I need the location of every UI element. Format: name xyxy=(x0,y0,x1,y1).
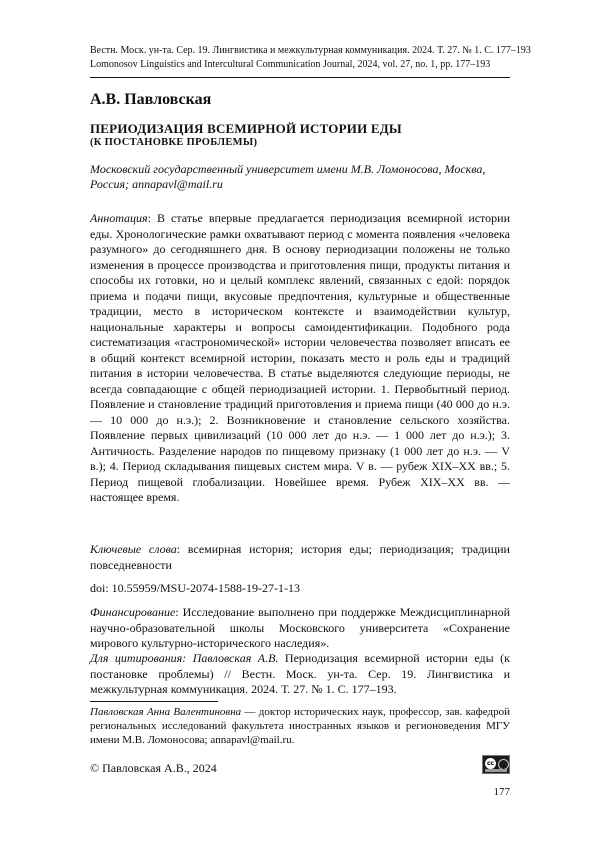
funding-text: : Исследование выполнено при поддержке Междисциплинарной научно-образовательной школы Московского университета «Сохранение мирового культурно-исторического наследия». xyxy=(90,605,510,650)
citation-label: Для цитирования xyxy=(90,651,183,665)
cc-by-license-icon xyxy=(482,755,510,774)
page-number: 177 xyxy=(493,786,510,798)
author-bio-name: Павловская Анна Валентиновна xyxy=(90,706,242,718)
citation-text: Периодизация всемирной истории еды (к постановке проблемы) // Вестн. Моск. ун-та. Сер. 19. Лингвистика и межкультурная коммуникация. 2024. Т. 27. № 1. С. 177–193. xyxy=(90,651,510,696)
copyright: © Павловская А.В., 2024 xyxy=(90,761,217,775)
footnote-divider xyxy=(90,701,218,702)
keywords-text: : всемирная история; история еды; периодизация; традиции повседневности xyxy=(90,542,510,572)
cc-circle-icon: cc xyxy=(486,760,495,767)
author-name: А.В. Павловская xyxy=(90,91,212,108)
journal-header-en: Lomonosov Linguistics and Intercultural Communication Journal, 2024, vol. 27, no. 1, pp. 177–193 xyxy=(90,58,491,70)
keywords-label: Ключевые слова xyxy=(90,542,177,556)
abstract xyxy=(90,211,510,506)
author-bio-text: — доктор исторических наук, профессор, зав. кафедрой региональных исследований факультета иностранных языков и регионоведения МГУ имени М.В. Ломоносова; annapavl@mail.ru. xyxy=(90,706,510,746)
article-subtitle: (К ПОСТАНОВКЕ ПРОБЛЕМЫ) xyxy=(90,137,258,148)
article-title: ПЕРИОДИЗАЦИЯ ВСЕМИРНОЙ ИСТОРИИ ЕДЫ xyxy=(90,121,402,136)
keywords xyxy=(90,542,510,573)
abstract-label: Аннотация xyxy=(90,211,148,225)
header-divider xyxy=(90,77,510,78)
funding xyxy=(90,605,510,652)
doi: doi: 10.55959/MSU-2074-1588-19-27-1-13 xyxy=(90,581,300,595)
author-bio xyxy=(90,705,510,747)
author-affiliation: Московский государственный университет имени М.В. Ломоносова, Москва, Россия; annapavl@mail.ru xyxy=(90,162,486,191)
journal-header xyxy=(90,44,531,71)
abstract-text: : В статье впервые предлагается периодизация всемирной истории еды. Хронологические рамки охватывают период с момента появления «человека разумного» до сегодняшнего дня. В основу периодизации положены не только изменения в процессе производства и приготовления пищи, продукты питания и способы их готовки, но и целый комплекс явлений, связанных с едой: порядок приема и подачи пищи, вкусовые предпочтения, культурные и общественные традиции, место в историческом контексте и взаимодействии культур, национальные характеры и вопросы самоидентификации. Подобного рода систематизация «гастрономической» истории человечества позволяет вписать ее в общий контекст всемирной истории, показать место и роль еды и традиций питания в истории человечества. В статье выделяются следующие периоды, не всегда совпадающие с общей периодизацией истории. 1. Первобытный период. Появление и становление традиций приготовления и приема пищи (40 000 до н.э. — 10 000 до н.э.); 2. Возникновение и становление сельского хозяйства. Появление первых цивилизаций (10 000 лет до н.э. — 1 000 лет до н.э.); 3. Античность. Разделение народов по пищевому признаку (1 000 лет до н.э. — V в.); 4. Период складывания пищевых систем мира. V в. — рубеж XIX–XX вв.; 5. Период пищевой глобализации. Новейшее время. Рубеж XIX–XX вв. — настоящее время. xyxy=(90,211,510,504)
funding-label: Финансирование xyxy=(90,605,176,619)
citation xyxy=(90,651,510,698)
license-bar xyxy=(485,769,507,772)
journal-header-ru: Вестн. Моск. ун-та. Сер. 19. Лингвистика и межкультурная коммуникация. 2024. Т. 27. № 1. С. 177–193 xyxy=(90,45,531,56)
citation-author: : Павловская А.В. xyxy=(182,651,279,665)
